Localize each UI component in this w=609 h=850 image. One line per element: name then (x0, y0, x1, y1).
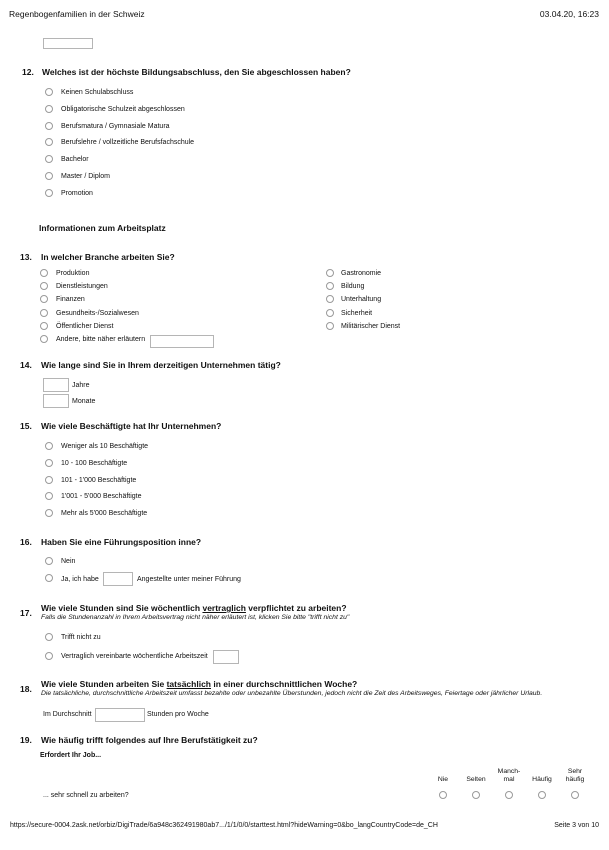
q13-radio-0[interactable] (326, 269, 334, 277)
matrix-radio-4[interactable] (571, 791, 579, 799)
question-subtitle-18: Die tatsächliche, durchschnittliche Arbeitszeit umfasst bezahlte oder unbezahlte Überstunden, jedoch nicht die Zeit des Arbeitsweges, Feiertage oder jährlicher Urlaub. (41, 690, 543, 697)
actual-hours-input[interactable] (95, 708, 145, 722)
q15-option-label: Mehr als 5'000 Beschäftigte (61, 510, 148, 518)
scale-header-line: Nie (437, 776, 449, 783)
question-title-13: In welcher Branche arbeiten Sie? (41, 252, 175, 262)
q12-radio-4[interactable] (45, 155, 53, 163)
option-label-no: Nein (61, 558, 76, 565)
scale-header-line: häufig (565, 776, 585, 783)
q12-radio-1[interactable] (45, 105, 53, 113)
years-input[interactable] (43, 378, 69, 392)
q12-radio-2[interactable] (45, 122, 53, 130)
option-label-yes-suffix: Angestellte unter meiner Führung (137, 576, 241, 583)
q15-radio-4[interactable] (45, 509, 53, 517)
q13-option-label: Öffentlicher Dienst (56, 322, 114, 330)
print-datetime: 03.04.20, 16:23 (539, 9, 599, 19)
question-title-16: Haben Sie eine Führungsposition inne? (41, 537, 202, 547)
contract-hours-input[interactable] (213, 650, 239, 664)
months-label: Monate (72, 398, 96, 405)
q12-radio-0[interactable] (45, 88, 53, 96)
q15-option-label: 101 - 1'000 Beschäftigte (61, 476, 137, 484)
matrix-item-label: ... sehr schnell zu arbeiten? (43, 792, 129, 799)
months-input[interactable] (43, 394, 69, 408)
matrix-radio-1[interactable] (472, 791, 480, 799)
branch-other-input[interactable] (150, 335, 214, 348)
question-title-17: Wie viele Stunden sind Sie wöchentlich vertraglich verpflichtet zu arbeiten? (41, 603, 347, 613)
q12-option-label: Keinen Schulabschluss (61, 89, 134, 96)
q15-radio-0[interactable] (45, 442, 53, 450)
question-subtitle-17: Falls die Stundenanzahl in Ihrem Arbeitsvertrag nicht näher erläutert ist, klicken Sie bitte "trifft nicht zu" (41, 614, 350, 621)
q13-radio-4[interactable] (326, 322, 334, 330)
q13-radio-2[interactable] (326, 295, 334, 303)
section-title: Informationen zum Arbeitsplatz (39, 223, 166, 233)
q13-option-label: Bildung (341, 283, 365, 291)
scale-header-4 (553, 768, 597, 784)
q13-radio-2[interactable] (40, 295, 48, 303)
q15-radio-1[interactable] (45, 459, 53, 467)
q13-option-label: Dienstleistungen (56, 283, 108, 291)
question-title-12: Welches ist der höchste Bildungsabschluss, den Sie abgeschlossen haben? (42, 67, 351, 77)
radio-contract-hours[interactable] (45, 652, 53, 660)
previous-answer-input[interactable] (43, 38, 93, 49)
q13-option-label: Produktion (56, 270, 90, 277)
matrix-radio-2[interactable] (505, 791, 513, 799)
scale-header-line: Häufig (532, 776, 552, 783)
hours-per-week-label: Stunden pro Woche (147, 711, 209, 718)
q12-radio-3[interactable] (45, 138, 53, 146)
question-number-17: 17. (20, 608, 32, 618)
q13-option-label: Militärischer Dienst (341, 322, 401, 330)
question-number-16: 16. (20, 537, 32, 547)
q12-option-label: Obligatorische Schulzeit abgeschlossen (61, 105, 185, 113)
question-number-15: 15. (20, 421, 32, 431)
q13-radio-0[interactable] (40, 269, 48, 277)
q13-radio-5[interactable] (40, 335, 48, 343)
q12-radio-6[interactable] (45, 189, 53, 197)
q12-option-label: Master / Diplom (61, 173, 111, 180)
question-title-19: Wie häufig trifft folgendes auf Ihre Berufstätigkeit zu? (41, 735, 258, 745)
q15-option-label: 1'001 - 5'000 Beschäftigte (61, 493, 142, 501)
question-number-12: 12. (22, 67, 34, 77)
scale-header-line: Manch- (497, 768, 521, 775)
q13-option-label: Gesundheits-/Sozialwesen (56, 309, 139, 317)
q12-option-label: Promotion (61, 189, 93, 197)
q13-radio-4[interactable] (40, 322, 48, 330)
question-title-15: Wie viele Beschäftigte hat Ihr Unternehmen? (41, 421, 222, 431)
matrix-radio-0[interactable] (439, 791, 447, 799)
q13-option-label: Finanzen (56, 296, 85, 304)
radio-not-applicable[interactable] (45, 633, 53, 641)
question-number-14: 14. (20, 360, 32, 370)
matrix-radio-3[interactable] (538, 791, 546, 799)
q13-radio-3[interactable] (40, 309, 48, 317)
option-label-contract-hours: Vertraglich vereinbarte wöchentliche Arbeitszeit (61, 653, 208, 660)
average-label: Im Durchschnitt (43, 711, 92, 718)
q13-option-label: Gastronomie (341, 270, 382, 277)
q13-radio-1[interactable] (40, 282, 48, 290)
scale-header-line: Sehr (567, 768, 583, 775)
q15-option-label: 10 - 100 Beschäftigte (61, 459, 128, 467)
q13-option-label: Unterhaltung (341, 296, 382, 304)
option-label-yes: Ja, ich habe (61, 576, 99, 583)
q15-option-label: Weniger als 10 Beschäftigte (61, 443, 149, 450)
q12-option-label: Bachelor (61, 156, 89, 164)
matrix-subheading: Erfordert Ihr Job... (40, 752, 102, 759)
question-number-13: 13. (20, 252, 32, 262)
q12-option-label: Berufsmatura / Gymnasiale Matura (61, 122, 170, 130)
scale-header-line: Selten (466, 776, 486, 783)
radio-no-leadership[interactable] (45, 557, 53, 565)
option-label-not-applicable: Trifft nicht zu (61, 634, 101, 641)
q13-option-label: Andere, bitte näher erläutern (56, 336, 146, 343)
q13-option-label: Sicherheit (341, 309, 373, 317)
q13-radio-1[interactable] (326, 282, 334, 290)
q15-radio-3[interactable] (45, 492, 53, 500)
question-title-18: Wie viele Stunden arbeiten Sie tatsächlich in einer durchschnittlichen Woche? (41, 679, 358, 689)
radio-yes-leadership[interactable] (45, 574, 53, 582)
q15-radio-2[interactable] (45, 476, 53, 484)
question-title-14: Wie lange sind Sie in Ihrem derzeitigen Unternehmen tätig? (41, 360, 281, 370)
q12-radio-5[interactable] (45, 172, 53, 180)
q12-option-label: Berufslehre / vollzeitliche Berufsfachschule (61, 139, 195, 147)
page-number: Seite 3 von 10 (554, 822, 599, 829)
document-title: Regenbogenfamilien in der Schweiz (9, 9, 145, 19)
scale-header-line: mal (503, 776, 515, 783)
question-number-19: 19. (20, 735, 32, 745)
question-number-18: 18. (20, 684, 32, 694)
q13-radio-3[interactable] (326, 309, 334, 317)
years-label: Jahre (72, 382, 90, 389)
page-url: https://secure-0004.2ask.net/orbiz/DigiTrade/6a948c362491980ab7.../1/1/0/0/starttest.html?hideWarning=0&bo_langCountryCode=de_CH (10, 822, 438, 829)
employees-count-input[interactable] (103, 572, 133, 586)
